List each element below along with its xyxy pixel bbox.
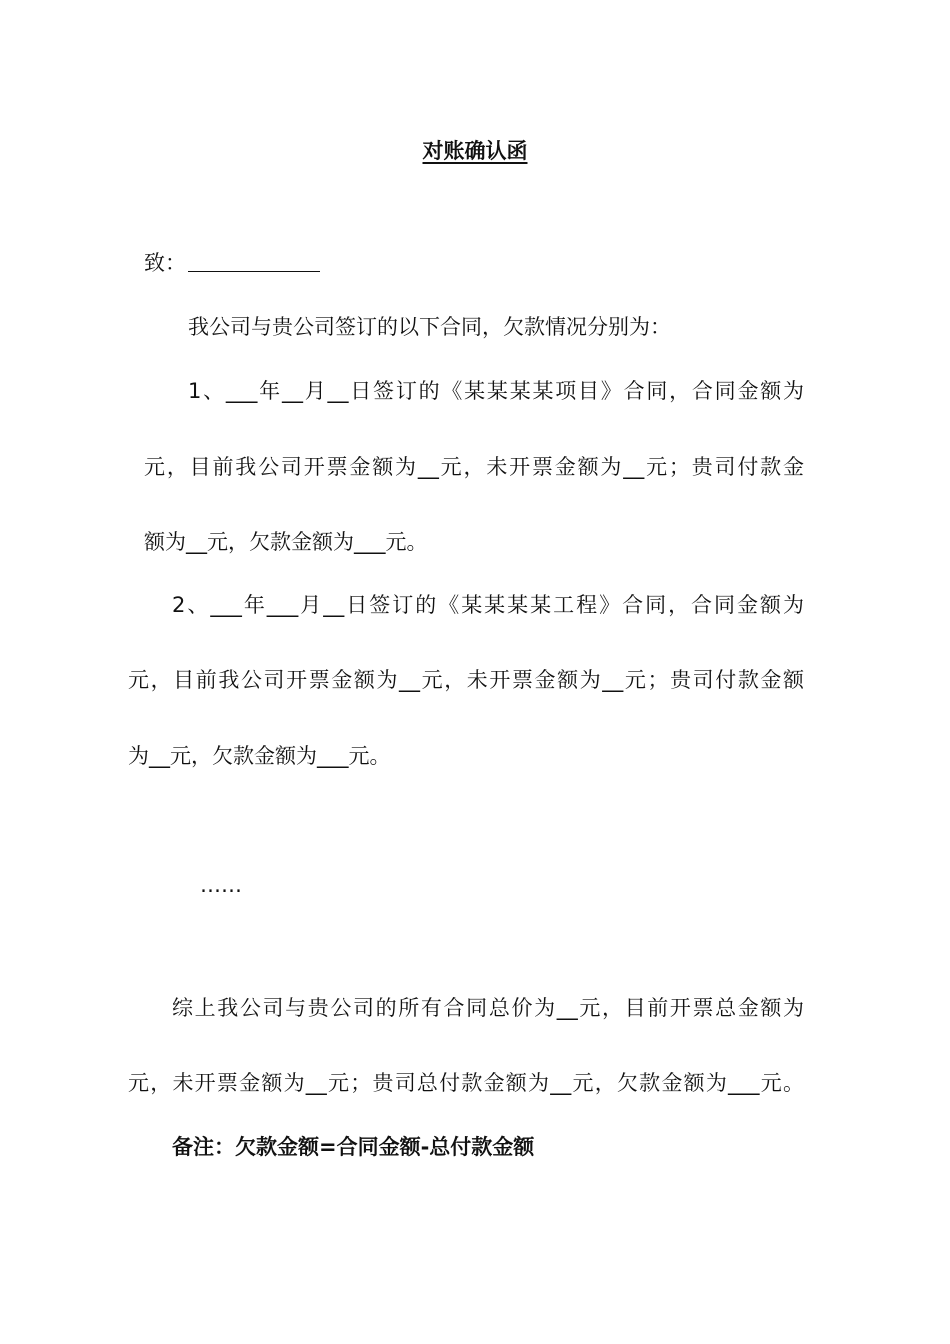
recipient-label: 致：: [144, 251, 186, 275]
contract1-line1: 1、___年__月__日签订的《某某某某项目》合同，合同金额为: [188, 379, 804, 403]
contract1-line3: 额为__元，欠款金额为___元。: [144, 530, 428, 554]
contract1-line2: 元，目前我公司开票金额为__元，未开票金额为__元；贵司付款金: [144, 455, 804, 479]
recipient-blank[interactable]: [188, 249, 320, 272]
note: 备注：欠款金额=合同金额-总付款金额: [172, 1135, 535, 1159]
ellipsis: ……: [200, 873, 242, 897]
contract2-line1: 2、___年___月__日签订的《某某某某工程》合同，合同金额为: [172, 593, 804, 617]
intro-paragraph: 我公司与贵公司签订的以下合同，欠款情况分别为：: [188, 315, 671, 339]
summary-line2: 元，未开票金额为__元；贵司总付款金额为__元，欠款金额为___元。: [128, 1071, 804, 1095]
contract2-line2: 元，目前我公司开票金额为__元，未开票金额为__元；贵司付款金额: [128, 668, 804, 692]
summary-line1: 综上我公司与贵公司的所有合同总价为__元，目前开票总金额为: [172, 996, 804, 1020]
title-text: 对账确认函: [422, 139, 528, 163]
contract2-line3: 为__元，欠款金额为___元。: [128, 744, 391, 768]
page-title: [0, 136, 950, 166]
recipient-line: [144, 248, 320, 278]
